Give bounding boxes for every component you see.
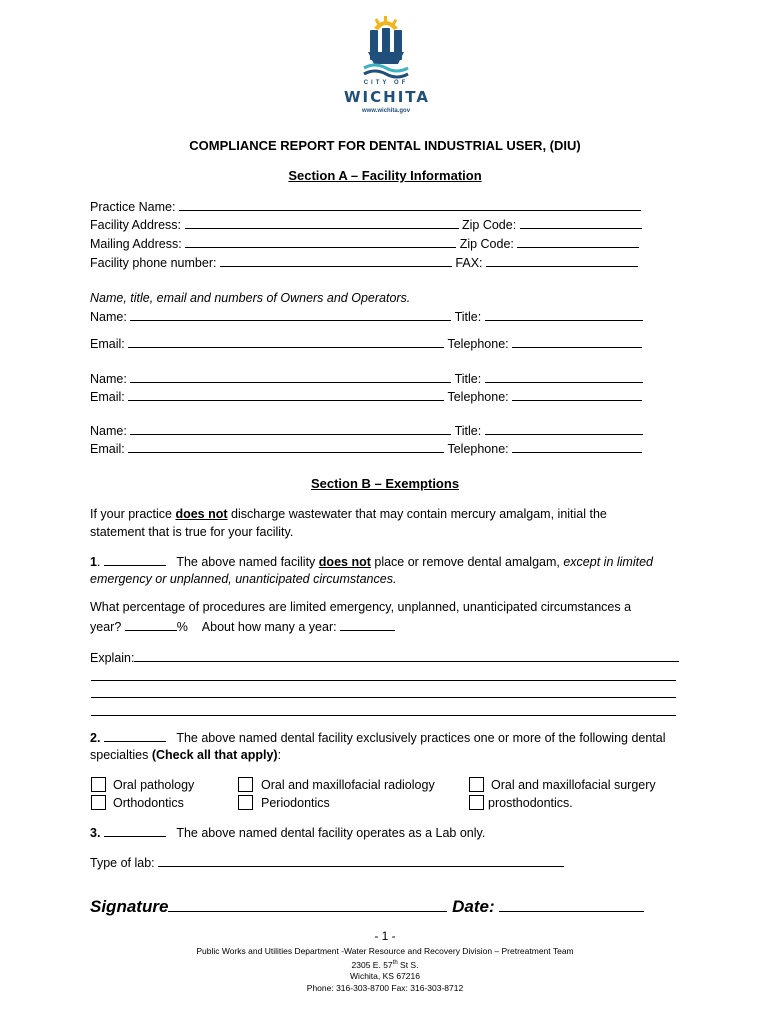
item-1-line-1 bbox=[90, 554, 653, 570]
owner-3-email-field[interactable] bbox=[128, 441, 444, 453]
item-1-emphasis: does not bbox=[318, 555, 371, 569]
fax-label: FAX: bbox=[455, 256, 483, 270]
intro-emphasis: does not bbox=[175, 507, 228, 521]
owner-telephone-label: Telephone: bbox=[447, 390, 509, 404]
item-2-line-2 bbox=[90, 748, 281, 763]
logo-city-of: CITY OF bbox=[363, 80, 409, 86]
page-number: - 1 - bbox=[374, 929, 396, 943]
item-2-specialties-label: specialties bbox=[90, 748, 152, 762]
footer-address-suffix: th bbox=[392, 960, 398, 966]
question-line-1: What percentage of procedures are limited emergency, unplanned, unanticipated circumstances a bbox=[90, 600, 632, 614]
owner-2-email-row bbox=[90, 389, 642, 405]
phone-row bbox=[90, 255, 638, 271]
footer-city: Wichita, KS 67216 bbox=[350, 971, 420, 981]
section-b-intro-line-2: statement that is true for your facility. bbox=[90, 525, 294, 539]
checkbox-oral-maxillofacial-radiology[interactable] bbox=[238, 777, 253, 792]
owner-3-email-row bbox=[90, 441, 642, 457]
logo-url: www.wichita.gov bbox=[361, 108, 411, 114]
item-1-number: 1 bbox=[90, 555, 97, 569]
owner-1-email-row bbox=[90, 336, 642, 352]
explain-field[interactable] bbox=[134, 650, 679, 662]
explain-line-2[interactable] bbox=[91, 680, 676, 681]
facility-address-row bbox=[90, 217, 642, 233]
item-1-italic: except in limited bbox=[563, 555, 653, 569]
item-1-text: The above named facility bbox=[176, 555, 319, 569]
item-1-text-continued: place or remove dental amalgam, bbox=[370, 555, 564, 569]
owner-title-label: Title: bbox=[454, 372, 482, 386]
facility-address-label: Facility Address: bbox=[90, 218, 182, 232]
label-oral-pathology: Oral pathology bbox=[113, 778, 195, 792]
item-1-initial-field[interactable] bbox=[104, 554, 166, 566]
footer-address-street: 2305 E. 57 bbox=[351, 959, 393, 970]
footer-address-street-end: St S. bbox=[397, 959, 419, 970]
owner-email-label: Email: bbox=[90, 390, 125, 404]
item-3-initial-field[interactable] bbox=[104, 825, 166, 837]
owner-3-name-row bbox=[90, 423, 643, 439]
section-a-heading: Section A – Facility Information bbox=[288, 168, 482, 183]
type-of-lab-field[interactable] bbox=[158, 855, 564, 867]
owner-2-title-field[interactable] bbox=[485, 371, 643, 383]
owner-2-telephone-field[interactable] bbox=[512, 389, 642, 401]
owner-email-label: Email: bbox=[90, 442, 125, 456]
date-label: Date: bbox=[452, 897, 495, 916]
owner-1-name-row bbox=[90, 309, 643, 325]
owner-telephone-label: Telephone: bbox=[447, 442, 509, 456]
practice-name-row bbox=[90, 199, 641, 215]
checkbox-prosthodontics[interactable] bbox=[469, 795, 484, 810]
type-of-lab-row bbox=[90, 855, 564, 871]
label-oral-maxillofacial-radiology: Oral and maxillofacial radiology bbox=[261, 778, 435, 792]
signature-label: Signature bbox=[90, 897, 169, 916]
footer-address bbox=[0, 958, 770, 971]
mailing-zip-field[interactable] bbox=[517, 236, 639, 248]
owner-1-name-field[interactable] bbox=[130, 309, 451, 321]
owner-3-title-field[interactable] bbox=[485, 423, 643, 435]
mailing-zip-label: Zip Code: bbox=[459, 237, 514, 251]
owner-email-label: Email: bbox=[90, 337, 125, 351]
owner-1-email-field[interactable] bbox=[128, 336, 444, 348]
item-1-line-2: emergency or unplanned, unanticipated circumstances. bbox=[90, 572, 397, 586]
label-oral-maxillofacial-surgery: Oral and maxillofacial surgery bbox=[491, 778, 656, 792]
intro-text: If your practice bbox=[90, 507, 176, 521]
type-of-lab-label: Type of lab: bbox=[90, 856, 155, 870]
how-many-field[interactable] bbox=[340, 619, 395, 631]
item-3-text: The above named dental facility operates as a Lab only. bbox=[176, 826, 486, 840]
explain-label: Explain: bbox=[90, 651, 135, 665]
explain-line-4[interactable] bbox=[91, 715, 676, 716]
fax-field[interactable] bbox=[486, 255, 638, 267]
owner-name-label: Name: bbox=[90, 372, 127, 386]
intro-text-continued: discharge wastewater that may contain mercury amalgam, initial the bbox=[227, 507, 607, 521]
item-2-check-all: (Check all that apply) bbox=[151, 748, 278, 762]
checkbox-orthodontics[interactable] bbox=[91, 795, 106, 810]
logo-wordmark: WICHITA bbox=[344, 88, 430, 106]
section-b-intro-line-1 bbox=[90, 507, 607, 522]
section-b-heading: Section B – Exemptions bbox=[310, 476, 460, 491]
item-2-line-1 bbox=[90, 730, 666, 746]
item-2-initial-field[interactable] bbox=[104, 730, 166, 742]
city-of-wichita-logo bbox=[344, 16, 428, 124]
explain-line-3[interactable] bbox=[91, 697, 676, 698]
facility-address-field[interactable] bbox=[185, 217, 459, 229]
owner-1-title-field[interactable] bbox=[485, 309, 643, 321]
phone-label: Facility phone number: bbox=[90, 256, 217, 270]
item-2-number: 2. bbox=[90, 731, 101, 745]
practice-name-field[interactable] bbox=[179, 199, 641, 211]
owner-title-label: Title: bbox=[454, 424, 482, 438]
mailing-address-label: Mailing Address: bbox=[90, 237, 182, 251]
owner-1-telephone-field[interactable] bbox=[512, 336, 642, 348]
owner-name-label: Name: bbox=[90, 424, 127, 438]
footer-department: Public Works and Utilities Department -Water Resource and Recovery Division – Pretreatment Team bbox=[196, 946, 574, 956]
label-orthodontics: Orthodontics bbox=[113, 796, 184, 810]
practice-name-label: Practice Name: bbox=[90, 200, 176, 214]
item-2-text: The above named dental facility exclusively practices one or more of the following dental bbox=[176, 731, 666, 745]
mailing-address-row bbox=[90, 236, 639, 252]
checkbox-periodontics[interactable] bbox=[238, 795, 253, 810]
label-periodontics: Periodontics bbox=[261, 796, 330, 810]
item-1-dot: . bbox=[96, 555, 101, 569]
explain-row bbox=[90, 650, 679, 666]
zip-code-label: Zip Code: bbox=[461, 218, 517, 232]
date-field[interactable] bbox=[499, 896, 644, 912]
item-2-colon: : bbox=[277, 748, 282, 762]
checkbox-oral-maxillofacial-surgery[interactable] bbox=[469, 777, 484, 792]
item-3-line bbox=[90, 825, 485, 841]
footer-phone: Phone: 316-303-8700 Fax: 316-303-8712 bbox=[306, 983, 464, 993]
label-prosthodontics: prosthodontics. bbox=[488, 796, 573, 810]
percent-sign: % bbox=[176, 620, 188, 634]
item-3-number: 3. bbox=[90, 826, 101, 840]
checkbox-oral-pathology[interactable] bbox=[91, 777, 106, 792]
phone-field[interactable] bbox=[220, 255, 452, 267]
facility-zip-field[interactable] bbox=[520, 217, 642, 229]
how-many-label: About how many a year: bbox=[201, 620, 337, 634]
question-line-2 bbox=[90, 619, 395, 635]
percentage-field[interactable] bbox=[125, 619, 177, 631]
mailing-address-field[interactable] bbox=[185, 236, 456, 248]
owners-intro: Name, title, email and numbers of Owners and Operators. bbox=[90, 291, 411, 305]
owner-3-telephone-field[interactable] bbox=[512, 441, 642, 453]
owner-2-email-field[interactable] bbox=[128, 389, 444, 401]
owner-name-label: Name: bbox=[90, 310, 127, 324]
document-title: COMPLIANCE REPORT FOR DENTAL INDUSTRIAL USER, (DIU) bbox=[189, 138, 581, 153]
owner-telephone-label: Telephone: bbox=[447, 337, 509, 351]
signature-field[interactable] bbox=[168, 896, 447, 912]
signature-row bbox=[90, 896, 644, 917]
owner-3-name-field[interactable] bbox=[130, 423, 451, 435]
owner-2-name-field[interactable] bbox=[130, 371, 451, 383]
question-year-label: year? bbox=[90, 620, 122, 634]
owner-title-label: Title: bbox=[454, 310, 482, 324]
owner-2-name-row bbox=[90, 371, 643, 387]
